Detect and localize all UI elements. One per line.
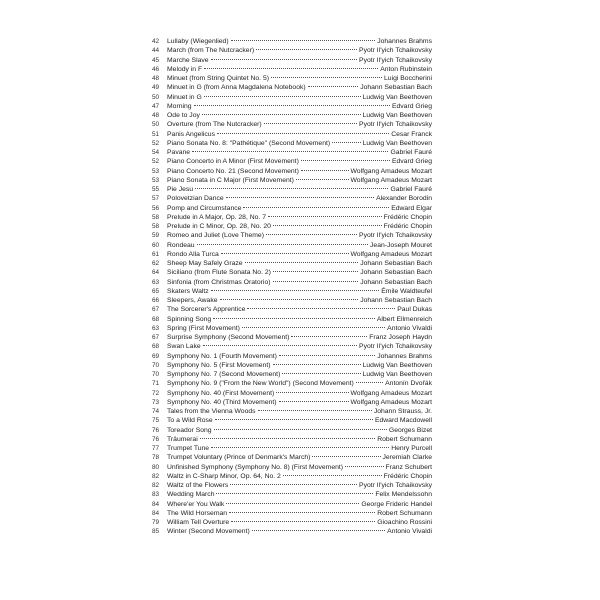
- page-number: 67: [152, 334, 160, 341]
- toc-entry: [152, 157, 432, 166]
- piece-title: Wedding March: [167, 491, 215, 499]
- page-number: 66: [152, 297, 160, 304]
- dot-leader: [211, 59, 357, 60]
- dot-leader: [264, 123, 357, 124]
- page-number: 79: [152, 519, 160, 526]
- page-number: 70: [152, 371, 160, 378]
- dot-leader: [202, 114, 361, 115]
- piece-title: Where'er You Walk: [167, 500, 225, 508]
- page-number: 61: [152, 250, 160, 258]
- toc-entry: [152, 83, 432, 92]
- page-number: 63: [152, 278, 160, 286]
- dot-leader: [279, 355, 375, 356]
- dot-leader: [345, 466, 384, 467]
- composer-name: Felix Mendelssohn: [375, 491, 432, 499]
- piece-title: Marche Slave: [167, 56, 209, 64]
- composer-name: Johann Sebastian Bach: [360, 260, 432, 267]
- composer-name: Edvard Grieg: [391, 102, 432, 110]
- composer-name: Alexander Borodin: [376, 195, 432, 203]
- composer-name: Johann Sebastian Bach: [360, 297, 432, 304]
- dot-leader: [258, 410, 372, 411]
- composer-name: Johann Strauss, Jr.: [373, 408, 432, 415]
- piece-title: Romeo and Juliet (Love Theme): [167, 232, 264, 240]
- page-number: 72: [152, 389, 160, 397]
- piece-title: Trumpet Voluntary (Prince of Denmark's March): [167, 454, 311, 462]
- page-number: 51: [152, 130, 160, 138]
- toc-entry: [152, 120, 432, 129]
- toc-entry: [152, 222, 432, 231]
- toc-entry: [152, 278, 432, 287]
- composer-name: Johannes Brahms: [377, 38, 432, 45]
- page-number: 77: [152, 445, 160, 452]
- toc-entry: [152, 389, 432, 398]
- toc-entry: [152, 194, 432, 203]
- composer-name: Ludwig Van Beethoven: [362, 93, 432, 101]
- page-number: 52: [152, 139, 160, 147]
- toc-entry: [152, 500, 432, 509]
- dot-leader: [273, 225, 382, 226]
- toc-entry: [152, 204, 432, 213]
- piece-title: Spring (First Movement): [167, 324, 240, 332]
- piece-title: Ode to Joy: [167, 112, 200, 119]
- dot-leader: [247, 308, 395, 309]
- dot-leader: [243, 207, 389, 208]
- page-number: 46: [152, 65, 160, 73]
- piece-title: Polovetzian Dance: [167, 195, 224, 203]
- dot-leader: [211, 447, 389, 448]
- dot-leader: [195, 188, 388, 189]
- toc-entry: [152, 56, 432, 65]
- page-number: 68: [152, 315, 160, 323]
- dot-leader: [252, 530, 385, 531]
- piece-title: Rondeau: [167, 241, 195, 249]
- toc-entry: [152, 453, 432, 462]
- composer-name: Jeremiah Clarke: [382, 454, 432, 462]
- toc-entry: [152, 102, 432, 111]
- dot-leader: [291, 336, 367, 337]
- composer-name: Antonio Vivaldi: [387, 324, 432, 332]
- dot-leader: [271, 77, 382, 78]
- dot-leader: [273, 364, 361, 365]
- composer-name: Pyotr Il'yich Tchaikovsky: [359, 56, 432, 64]
- composer-name: Johann Sebastian Bach: [360, 84, 432, 92]
- dot-leader: [200, 438, 375, 439]
- dot-leader: [231, 40, 376, 41]
- dot-leader: [245, 262, 359, 263]
- piece-title: Trumpet Tune: [167, 445, 210, 452]
- dot-leader: [204, 96, 361, 97]
- toc-entry: [152, 46, 432, 55]
- piece-title: Swan Lake: [167, 343, 201, 351]
- piece-title: Symphony No. 7 (Second Movement): [167, 371, 281, 378]
- dot-leader: [279, 401, 349, 402]
- dot-leader: [301, 170, 349, 171]
- piece-title: Overture (from The Nutcracker): [167, 121, 262, 129]
- dot-leader: [230, 484, 357, 485]
- toc-entry: [152, 176, 432, 185]
- dot-leader: [273, 271, 358, 272]
- page-number: 58: [152, 213, 160, 221]
- page-number: 53: [152, 176, 160, 184]
- dot-leader: [256, 49, 357, 50]
- dot-leader: [312, 456, 380, 457]
- composer-name: Edvard Grieg: [391, 158, 432, 166]
- composer-name: Franz Schubert: [385, 463, 432, 471]
- toc-entry: [152, 259, 432, 268]
- piece-title: Piano Concerto No. 21 (Second Movement): [167, 167, 299, 175]
- composer-name: Wolfgang Amadeus Mozart: [350, 389, 432, 397]
- toc-entry: [152, 241, 432, 250]
- dot-leader: [197, 244, 368, 245]
- composer-name: Robert Schumann: [377, 435, 432, 443]
- piece-title: Träumerai: [167, 435, 198, 443]
- table-of-contents: [152, 37, 432, 537]
- composer-name: Gabriel Fauré: [390, 149, 432, 156]
- dot-leader: [194, 105, 390, 106]
- toc-entry: [152, 213, 432, 222]
- toc-entry: [152, 315, 432, 324]
- piece-title: Skaters Waltz: [167, 287, 209, 295]
- composer-name: Frédéric Chopin: [383, 223, 432, 230]
- toc-entry: [152, 231, 432, 240]
- composer-name: Antonín Dvořák: [385, 380, 432, 388]
- dot-leader: [266, 234, 357, 235]
- toc-entry: [152, 379, 432, 388]
- dot-leader: [203, 345, 357, 346]
- toc-entry: [152, 361, 432, 370]
- piece-title: Piano Concerto in A Minor (First Movement): [167, 158, 299, 166]
- page-number: 74: [152, 408, 160, 415]
- toc-entry: [152, 481, 432, 490]
- composer-name: George Frideric Handel: [361, 500, 432, 508]
- toc-entry: [152, 416, 432, 425]
- piece-title: Waltz of the Flowers: [167, 482, 229, 489]
- page-number: 76: [152, 435, 160, 443]
- dot-leader: [242, 327, 385, 328]
- dot-leader: [226, 197, 374, 198]
- dot-leader: [296, 179, 349, 180]
- toc-entry: [152, 472, 432, 481]
- piece-title: Pie Jesu: [167, 186, 194, 193]
- toc-entry: [152, 426, 432, 435]
- page-number: 62: [152, 260, 160, 267]
- toc-entry: [152, 490, 432, 499]
- toc-entry: [152, 518, 432, 527]
- piece-title: Prelude in C Minor, Op. 28, No. 20: [167, 223, 271, 230]
- piece-title: Minuet in G (from Anna Magdalena Notebook): [167, 84, 306, 92]
- page-number: 60: [152, 241, 160, 249]
- page-number: 83: [152, 491, 160, 499]
- page-number: 68: [152, 343, 160, 351]
- page-number: 82: [152, 472, 160, 480]
- composer-name: Luigi Boccherini: [384, 75, 432, 82]
- composer-name: Antonio Vivaldi: [387, 528, 432, 536]
- composer-name: Pyotr Il'yich Tchaikovsky: [359, 121, 432, 129]
- page-number: 67: [152, 306, 160, 314]
- toc-entry: [152, 509, 432, 518]
- piece-title: Symphony No. 1 (Fourth Movement): [167, 352, 277, 360]
- page-number: 69: [152, 352, 160, 360]
- page-number: 58: [152, 223, 160, 230]
- page-number: 84: [152, 500, 160, 508]
- composer-name: Johannes Brahms: [377, 352, 432, 360]
- page-number: 42: [152, 38, 160, 45]
- dot-leader: [301, 160, 390, 161]
- composer-name: Ludwig Van Beethoven: [362, 112, 432, 119]
- composer-name: Wolfgang Amadeus Mozart: [350, 167, 432, 175]
- page-number: 59: [152, 232, 160, 240]
- dot-leader: [282, 373, 360, 374]
- toc-entry: [152, 148, 432, 157]
- toc-entry: [152, 296, 432, 305]
- composer-name: Edward Elgar: [391, 204, 432, 212]
- toc-entry: [152, 268, 432, 277]
- composer-name: Ludwig Van Beethoven: [362, 361, 432, 369]
- page-number: 84: [152, 509, 160, 517]
- page-number: 82: [152, 482, 160, 489]
- page-number: 70: [152, 361, 160, 369]
- toc-entry: [152, 333, 432, 342]
- piece-title: The Sorcerer's Apprentice: [167, 306, 246, 314]
- piece-title: Sleepers, Awake: [167, 297, 218, 304]
- dot-leader: [216, 493, 373, 494]
- page-number: 53: [152, 167, 160, 175]
- dot-leader: [204, 68, 378, 69]
- composer-name: Ludwig Van Beethoven: [362, 139, 432, 147]
- piece-title: Waltz in C-Sharp Minor, Op. 64, No. 2: [167, 472, 281, 480]
- toc-entry: [152, 342, 432, 351]
- page-number: 55: [152, 186, 160, 193]
- piece-title: Pomp and Circumstance: [167, 204, 242, 212]
- composer-name: Robert Schumann: [377, 509, 432, 517]
- dot-leader: [220, 299, 359, 300]
- composer-name: Pyotr Il'yich Tchaikovsky: [359, 47, 432, 55]
- dot-leader: [308, 86, 359, 87]
- page-number: 76: [152, 426, 160, 434]
- piece-title: Pavane: [167, 149, 191, 156]
- toc-entry: [152, 287, 432, 296]
- piece-title: Symphony No. 40 (Third Movement): [167, 398, 277, 406]
- dot-leader: [283, 475, 382, 476]
- dot-leader: [231, 521, 375, 522]
- toc-entry: [152, 370, 432, 379]
- toc-entry: [152, 527, 432, 536]
- piece-title: Unfinished Symphony (Symphony No. 8) (First Movement): [167, 463, 344, 471]
- dot-leader: [226, 503, 359, 504]
- toc-entry: [152, 435, 432, 444]
- composer-name: Frédéric Chopin: [383, 472, 432, 480]
- toc-entry: [152, 139, 432, 148]
- page-number: 54: [152, 149, 160, 156]
- piece-title: William Tell Overture: [167, 519, 230, 526]
- dot-leader: [221, 253, 349, 254]
- page-number: 78: [152, 454, 160, 462]
- page-number: 75: [152, 417, 160, 425]
- dot-leader: [217, 133, 389, 134]
- composer-name: Wolfgang Amadeus Mozart: [350, 176, 432, 184]
- page-number: 63: [152, 324, 160, 332]
- page-number: 80: [152, 463, 160, 471]
- piece-title: Prelude in A Major, Op. 28, No. 7: [167, 213, 266, 221]
- dot-leader: [215, 419, 373, 420]
- toc-entry: [152, 65, 432, 74]
- page-number: 57: [152, 195, 160, 203]
- piece-title: The Wild Horseman: [167, 509, 228, 517]
- composer-name: Anton Rubinstein: [380, 65, 432, 73]
- page-number: 52: [152, 158, 160, 166]
- dot-leader: [229, 512, 375, 513]
- page-number: 65: [152, 287, 160, 295]
- dot-leader: [214, 429, 387, 430]
- dot-leader: [213, 318, 375, 319]
- toc-entry: [152, 185, 432, 194]
- page-number: 73: [152, 398, 160, 406]
- piece-title: Piano Sonata in C Major (First Movement): [167, 176, 294, 184]
- toc-entry: [152, 305, 432, 314]
- composer-name: Émile Waldteufel: [381, 287, 432, 295]
- piece-title: Toreador Song: [167, 426, 212, 434]
- composer-name: Edward Macdowell: [374, 417, 432, 425]
- dot-leader: [332, 142, 360, 143]
- page-number: 48: [152, 75, 160, 82]
- piece-title: Rondo Alla Turca: [167, 250, 219, 258]
- piece-title: To a Wild Rose: [167, 417, 213, 425]
- composer-name: Frédéric Chopin: [383, 213, 432, 221]
- composer-name: Franz Joseph Haydn: [369, 334, 432, 341]
- toc-entry: [152, 130, 432, 139]
- piece-title: Panis Angelicus: [167, 130, 215, 138]
- page-number: 44: [152, 47, 160, 55]
- piece-title: Spinning Song: [167, 315, 212, 323]
- dot-leader: [276, 392, 348, 393]
- composer-name: Ludwig Van Beethoven: [362, 371, 432, 378]
- composer-name: Jean-Joseph Mouret: [370, 241, 432, 249]
- piece-title: Surprise Symphony (Second Movement): [167, 334, 290, 341]
- composer-name: Henry Purcell: [391, 445, 432, 452]
- composer-name: Gabriel Fauré: [390, 186, 432, 193]
- composer-name: Johann Sebastian Bach: [360, 278, 432, 286]
- piece-title: Winter (Second Movement): [167, 528, 250, 536]
- dot-leader: [273, 281, 359, 282]
- piece-title: Lullaby (Wiegenlied): [167, 38, 229, 45]
- composer-name: Pyotr Il'yich Tchaikovsky: [359, 343, 432, 351]
- piece-title: Sinfonia (from Christmas Oratorio): [167, 278, 271, 286]
- composer-name: Georges Bizet: [388, 426, 432, 434]
- dot-leader: [268, 216, 382, 217]
- dot-leader: [211, 290, 380, 291]
- page-number: 49: [152, 84, 160, 92]
- piece-title: Melody in F: [167, 65, 203, 73]
- piece-title: Minuet (from String Quintet No. 5): [167, 75, 269, 82]
- dot-leader: [192, 151, 388, 152]
- piece-title: March (from The Nutcracker): [167, 47, 255, 55]
- piece-title: Symphony No. 5 (First Movement): [167, 361, 271, 369]
- page-number: 64: [152, 269, 160, 277]
- page-number: 47: [152, 102, 160, 110]
- toc-entry: [152, 167, 432, 176]
- composer-name: Paul Dukas: [397, 306, 432, 314]
- composer-name: Gioachino Rossini: [377, 519, 432, 526]
- page-number: 85: [152, 528, 160, 536]
- toc-entry: [152, 324, 432, 333]
- page-number: 71: [152, 380, 160, 388]
- piece-title: Minuet in G: [167, 93, 202, 101]
- piece-title: Piano Sonata No. 8: "Pathétique" (Second Movement): [167, 139, 331, 147]
- toc-entry: [152, 444, 432, 453]
- page-number: 50: [152, 121, 160, 129]
- composer-name: Cesar Franck: [391, 130, 432, 138]
- composer-name: Pyotr Il'yich Tchaikovsky: [359, 232, 432, 240]
- page-number: 48: [152, 112, 160, 119]
- toc-entry: [152, 398, 432, 407]
- toc-entry: [152, 74, 432, 83]
- toc-entry: [152, 93, 432, 102]
- composer-name: Pyotr Il'yich Tchaikovsky: [359, 482, 432, 489]
- page-number: 50: [152, 93, 160, 101]
- dot-leader: [356, 382, 383, 383]
- toc-entry: [152, 111, 432, 120]
- composer-name: Albert Ellmenreich: [376, 315, 432, 323]
- toc-entry: [152, 407, 432, 416]
- toc-entry: [152, 250, 432, 259]
- piece-title: Symphony No. 9 ("From the New World") (Second Movement): [167, 380, 354, 388]
- composer-name: Wolfgang Amadeus Mozart: [350, 250, 432, 258]
- toc-entry: [152, 463, 432, 472]
- piece-title: Morning: [167, 102, 192, 110]
- composer-name: Johann Sebastian Bach: [360, 269, 432, 277]
- piece-title: Sheep May Safely Graze: [167, 260, 243, 267]
- page-number: 45: [152, 56, 160, 64]
- piece-title: Tales from the Vienna Woods: [167, 408, 256, 415]
- piece-title: Symphony No. 40 (First Movement): [167, 389, 275, 397]
- composer-name: Wolfgang Amadeus Mozart: [350, 398, 432, 406]
- piece-title: Siciliano (from Flute Sonata No. 2): [167, 269, 271, 277]
- page-number: 56: [152, 204, 160, 212]
- toc-entry: [152, 352, 432, 361]
- toc-entry: [152, 37, 432, 46]
